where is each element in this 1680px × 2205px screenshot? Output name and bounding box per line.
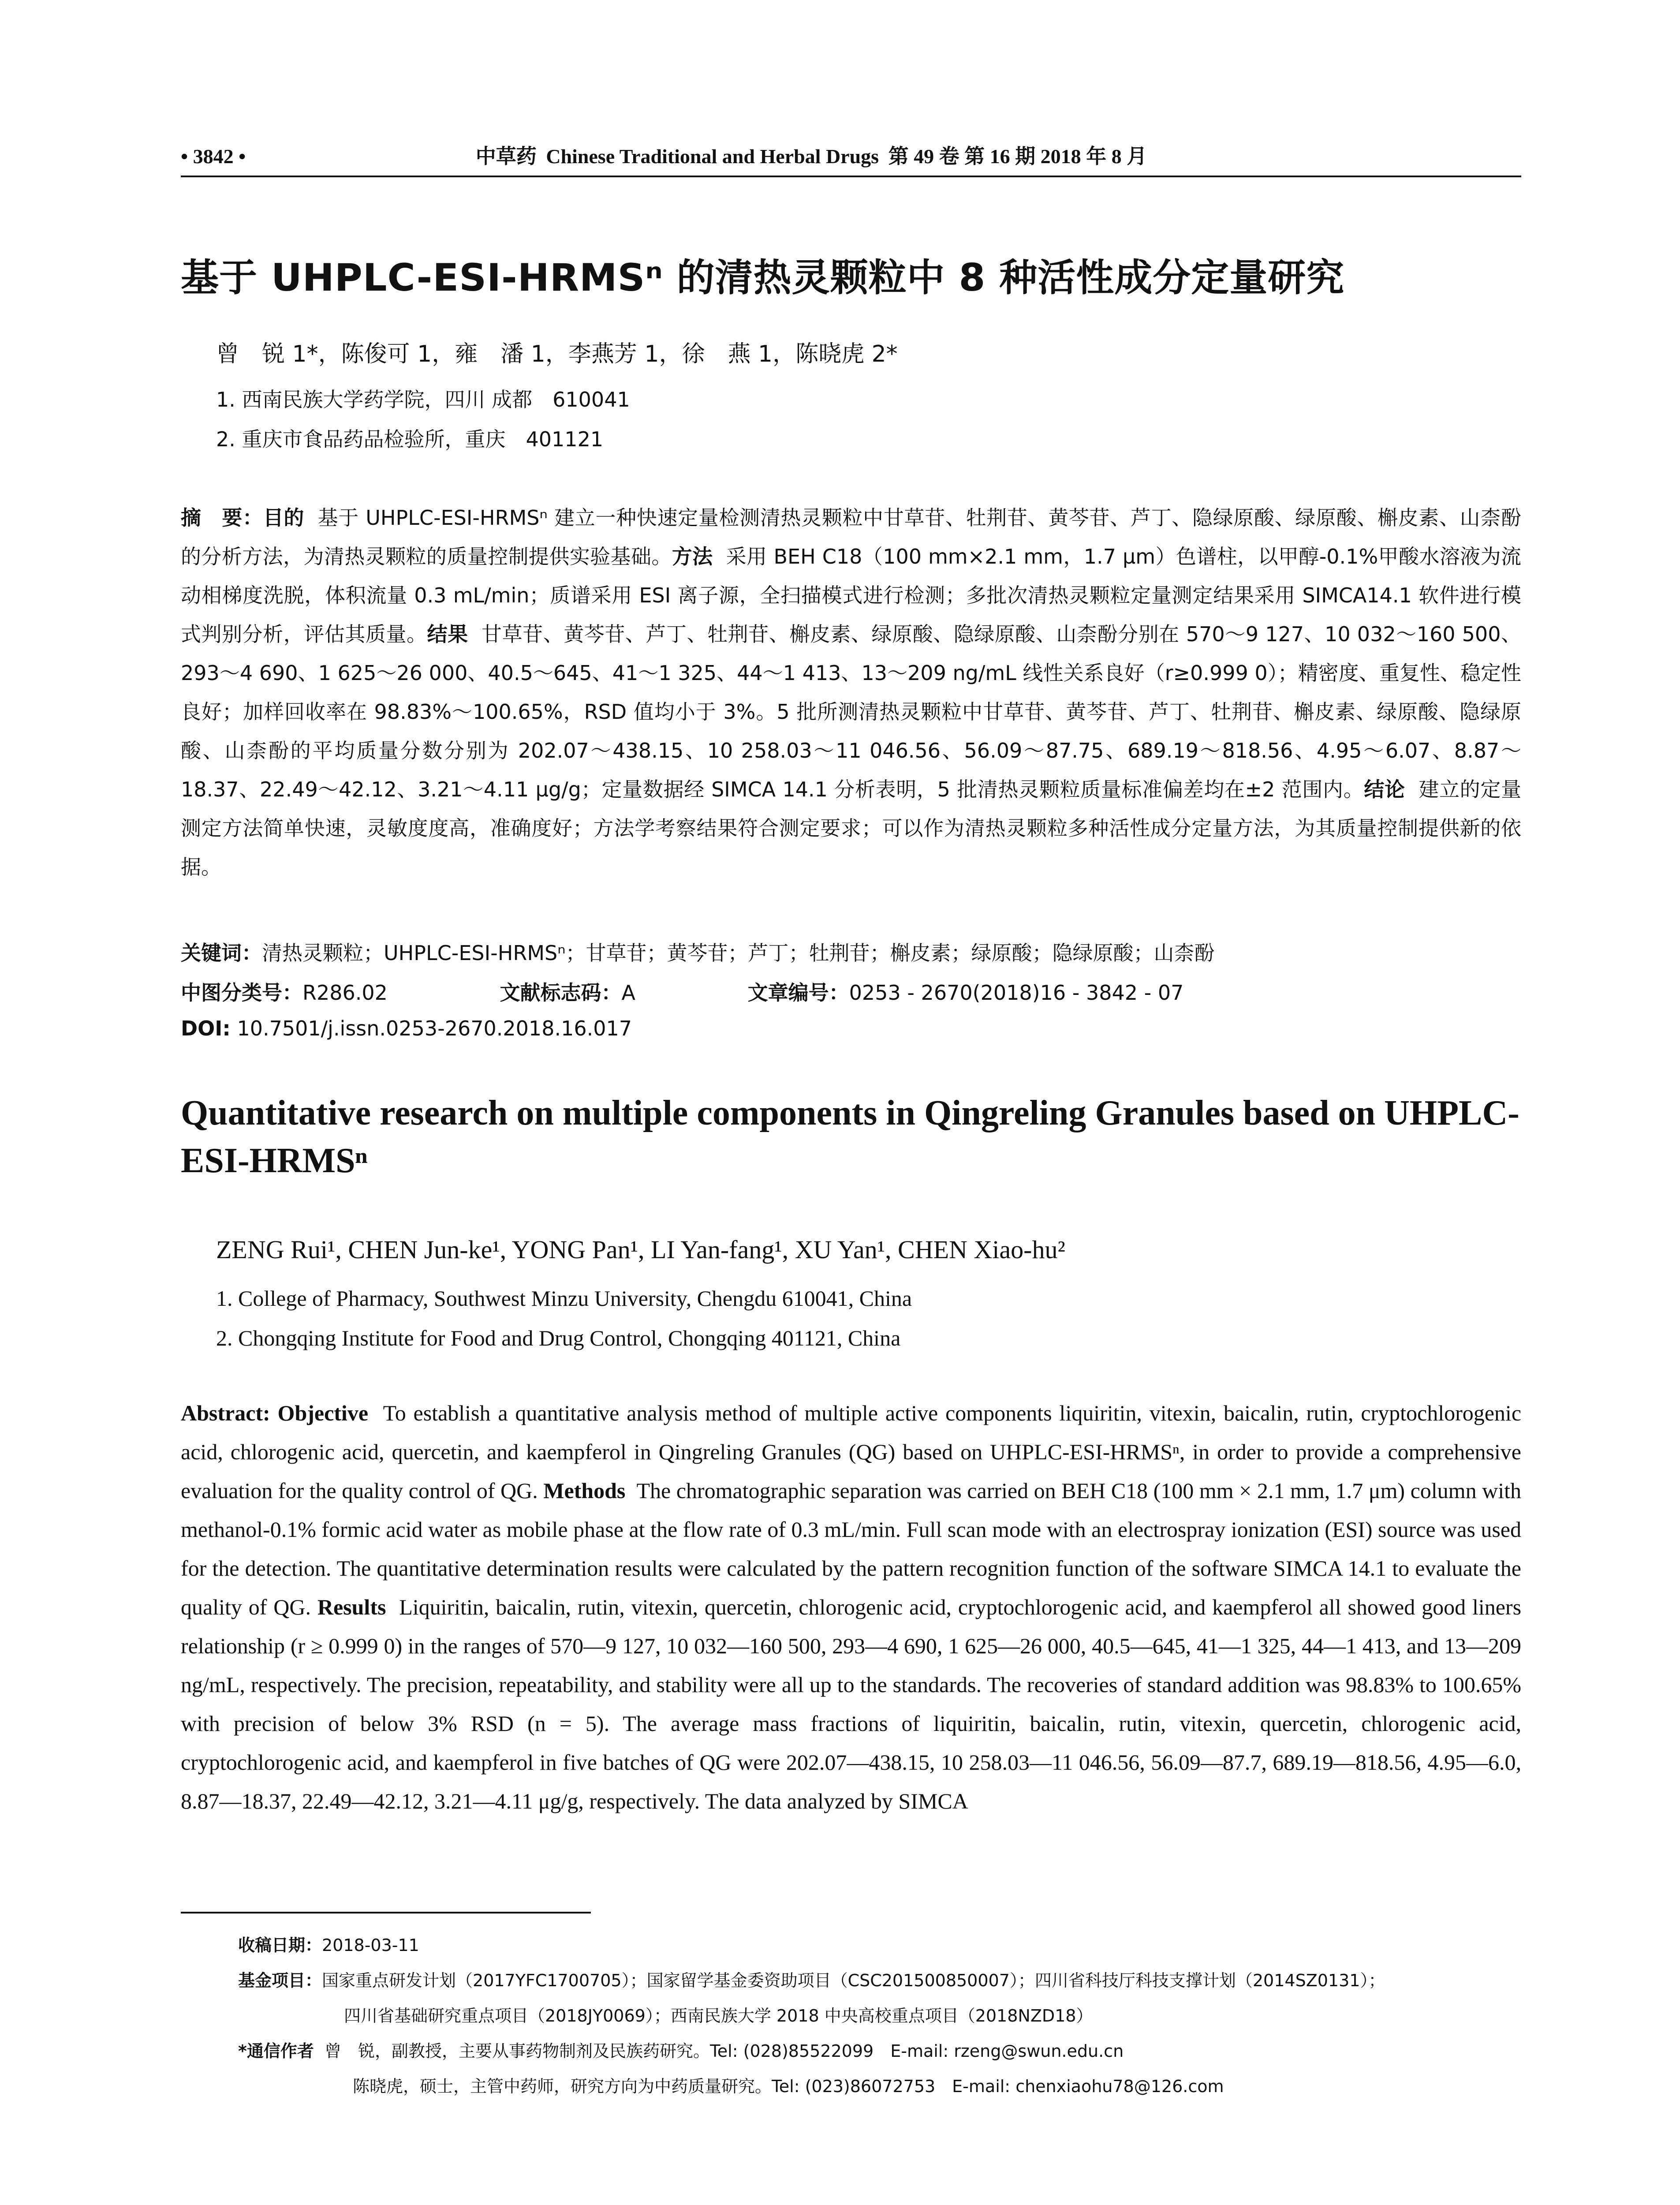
corresponding-label: *通信作者 — [238, 2041, 314, 2061]
chinese-title: 基于 UHPLC-ESI-HRMSⁿ 的清热灵颗粒中 8 种活性成分定量研究 — [181, 256, 1345, 300]
objective-label: 目的 — [263, 506, 305, 530]
fund-line-1 — [238, 1967, 1385, 1991]
doc-code-value: A — [621, 981, 636, 1005]
english-authors: ZENG Rui¹, CHEN Jun-ke¹, YONG Pan¹, LI Yan-fang¹, XU Yan¹, CHEN Xiao-hu² — [216, 1235, 1065, 1264]
english-affiliation-2: 2. Chongqing Institute for Food and Drug Control, Chongqing 401121, China — [216, 1326, 901, 1350]
running-header — [181, 140, 1521, 172]
received-label: 收稿日期： — [238, 1936, 322, 1955]
en-results-label: Results — [317, 1595, 386, 1619]
methods-label: 方法 — [672, 545, 713, 568]
abstract-label: 摘 要： — [181, 506, 263, 530]
chinese-abstract — [181, 498, 1521, 886]
header-divider — [181, 176, 1521, 177]
keywords — [181, 937, 1521, 966]
results-label: 结果 — [427, 622, 468, 646]
keywords-text: 清热灵颗粒；UHPLC-ESI-HRMSⁿ；甘草苷；黄芩苷；芦丁；牡荆苷；槲皮素；绿原酸；隐绿原酸；山柰酚 — [262, 941, 1215, 965]
issue-info: 第 49 卷 第 16 期 2018 年 8 月 — [888, 145, 1147, 168]
keywords-label: 关键词： — [181, 941, 262, 965]
en-results-text: Liquiritin, baicalin, rutin, vitexin, quercetin, chlorogenic acid, cryptochlorogenic acid, and kaempferol all showed good liners relationship (r ≥ 0.999 0) in the ranges of 570—9 127, 10 032—160 500, 293—4 690, 1 625—26 000, 40.5—645, 41—1 325, 44—1 413, and 13—209 ng/mL, respectively. The precision, repeatability, and stability were all up to the standards. The recoveries of standard addition was 98.83% to 100.65% with precision of below 3% RSD (n = 5). The average mass fractions of liquiritin, baicalin, rutin, vitexin, quercetin, chlorogenic acid, cryptochlorogenic acid, and kaempferol in five batches of QG were 202.07—438.15, 10 258.03—11 046.56, 56.09—87.7, 689.19—818.56, 4.95—6.0, 8.87—18.37, 22.49—42.12, 3.21—4.11 μg/g, respectively. The data analyzed by SIMCA — [181, 1595, 1522, 1813]
conclusion-text: 建立的定量测定方法简单快速，灵敏度度高，准确度好；方法学考察结果符合测定要求；可以作为清热灵颗粒多种活性成分定量方法，为其质量控制提供新的依据。 — [181, 777, 1522, 879]
results-text: 甘草苷、黄芩苷、芦丁、牡荆苷、槲皮素、绿原酸、隐绿原酸、山柰酚分别在 570～9 127、10 032～160 500、293～4 690、1 625～26 000、40.5～645、41～1 325、44～1 413、13～209 ng/mL 线性关系良好（r≥0.999 0）；精密度、重复性、稳定性良好；加样回收率在 98.83%～100.65%，RSD 值均小于 3%。5 批所测清热灵颗粒中甘草苷、黄芩苷、芦丁、牡荆苷、槲皮素、绿原酸、隐绿原酸、山柰酚的平均质量分数分别为 202.07～438.15、10 258.03～11 046.56、56.09～87.75、689.19～818.56、4.95～6.07、8.87～18.37、22.49～42.12、3.21～4.11 μg/g；定量数据经 SIMCA 14.1 分析表明，5 批清热灵颗粒质量标准偏差均在±2 范围内。 — [181, 622, 1522, 801]
clc-value: R286.02 — [302, 981, 388, 1005]
fund-text-2: 四川省基础研究重点项目（2018JY0069）；西南民族大学 2018 中央高校重点项目（2018NZD18） — [344, 2006, 1093, 2026]
fund-label: 基金项目： — [238, 1971, 322, 1990]
english-title: Quantitative research on multiple components in Qingreling Granules based on UHPLC-ESI-HRMSⁿ — [181, 1094, 1519, 1180]
chinese-affiliation-1: 1. 西南民族大学药学院，四川 成都 610041 — [216, 388, 630, 411]
corresponding-author-1 — [238, 2037, 1124, 2062]
doi-link[interactable]: 10.7501/j.issn.0253-2670.2018.16.017 — [237, 1017, 632, 1040]
article-number-value: 0253 - 2670(2018)16 - 3842 - 07 — [849, 981, 1184, 1005]
en-abstract-label: Abstract: — [181, 1401, 270, 1425]
corresponding-text-1: 曾 锐，副教授，主要从事药物制剂及民族药研究。Tel: (028)85522099 E-mail: rzeng@swun.edu.cn — [325, 2041, 1124, 2061]
methods-text: 采用 BEH C18（100 mm×2.1 mm，1.7 μm）色谱柱，以甲醇-0.1%甲酸水溶液为流动相梯度洗脱，体积流量 0.3 mL/min；质谱采用 ESI 离子源，全扫描模式进行检测；多批次清热灵颗粒定量测定结果采用 SIMCA14.1 软件进行模式判别分析，评估其质量。 — [181, 545, 1521, 646]
journal-name-cn: 中草药 — [475, 145, 537, 168]
conclusion-label: 结论 — [1364, 777, 1405, 801]
received-date — [238, 1932, 419, 1956]
corresponding-text-2: 陈晓虎，硕士，主管中药师，研究方向为中药质量研究。Tel: (023)86072753 E-mail: chenxiaohu78@126.com — [353, 2077, 1224, 2096]
footnote-divider — [181, 1912, 591, 1913]
doi-label: DOI: — [181, 1017, 231, 1040]
page-number: • 3842 • — [181, 145, 246, 168]
article-number-label: 文章编号： — [747, 981, 849, 1005]
objective-text: 基于 UHPLC-ESI-HRMSⁿ 建立一种快速定量检测清热灵颗粒中甘草苷、牡荆苷、黄芩苷、芦丁、隐绿原酸、绿原酸、槲皮素、山柰酚的分析方法，为清热灵颗粒的质量控制提供实验基础。 — [181, 506, 1521, 568]
en-methods-label: Methods — [543, 1478, 626, 1503]
doi-line — [181, 1017, 1521, 1040]
en-methods-text: The chromatographic separation was carried on BEH C18 (100 mm × 2.1 mm, 1.7 μm) column with methanol-0.1% formic acid water as mobile phase at the flow rate of 0.3 mL/min. Full scan mode with an electrospray ionization (ESI) source was used for the detection. The quantitative determination results were calculated by the pattern recognition function of the software SIMCA 14.1 to evaluate the quality of QG. — [181, 1478, 1522, 1619]
received-value: 2018-03-11 — [322, 1936, 419, 1955]
english-affiliation-1: 1. College of Pharmacy, Southwest Minzu University, Chengdu 610041, China — [216, 1286, 912, 1311]
chinese-authors: 曾 锐 1*，陈俊可 1，雍 潘 1，李燕芳 1，徐 燕 1，陈晓虎 2* — [216, 341, 898, 367]
en-objective-text: To establish a quantitative analysis method of multiple active components liquiritin, vitexin, baicalin, rutin, cryptochlorogenic acid, chlorogenic acid, quercetin, and kaempferol in Qingreling Granules (QG) based on UHPLC-ESI-HRMSⁿ, in order to provide a comprehensive evaluation for the quality control of QG. — [181, 1401, 1522, 1503]
journal-name-en: Chinese Traditional and Herbal Drugs — [546, 145, 879, 168]
en-objective-label: Objective — [277, 1401, 369, 1425]
classification-line — [181, 977, 1521, 1006]
doc-code-label: 文献标志码： — [500, 981, 622, 1005]
fund-text-1: 国家重点研发计划（2017YFC1700705）；国家留学基金委资助项目（CSC201500850007）；四川省科技厅科技支撑计划（2014SZ0131）； — [322, 1971, 1385, 1990]
english-abstract — [181, 1394, 1521, 1820]
chinese-affiliation-2: 2. 重庆市食品药品检验所，重庆 401121 — [216, 427, 604, 451]
clc-label: 中图分类号： — [181, 981, 302, 1005]
